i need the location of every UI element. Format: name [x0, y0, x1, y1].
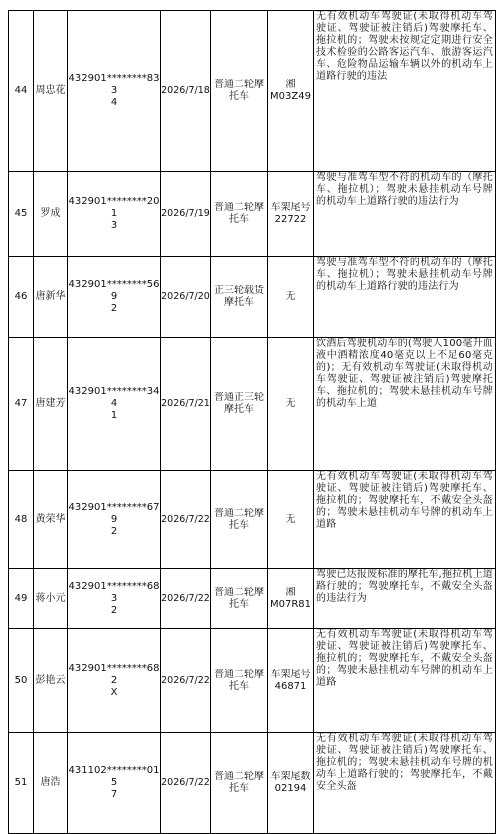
offense-description: 无有效机动车驾驶证(未取得机动车驾驶证、驾驶证被注销后)驾驶摩托车、拖拉机的；驾驶未按规定定期进行安全技术检验的公路客运汽车、旅游客运汽车、危险物品运输车辆以外的机动车上道路行驶的违法	[314, 11, 496, 172]
violation-date: 2026/7/21	[161, 338, 211, 471]
person-name: 唐浩	[34, 733, 68, 834]
plate-number: 车架尾号46871	[268, 629, 314, 733]
id-number: 432901********569 2	[68, 257, 161, 338]
violation-date: 2026/7/22	[161, 471, 211, 569]
table-row	[9, 11, 496, 172]
offense-description: 无有效机动车驾驶证(未取得机动车驾驶证、驾驶证被注销后)驾驶摩托车、拖拉机的；驾驶摩托车，不戴安全头盔的；驾驶未悬挂机动车号牌的机动车上道路	[314, 629, 496, 733]
person-name: 蒋小元	[34, 569, 68, 629]
plate-number: 车架尾数02194	[268, 733, 314, 834]
row-number: 50	[9, 629, 34, 733]
id-number: 432901********201 3	[68, 172, 161, 257]
table-row	[9, 471, 496, 569]
vehicle-type: 普通二轮摩托车	[211, 471, 268, 569]
table-row	[9, 733, 496, 834]
id-number: 432901********344 1	[68, 338, 161, 471]
vehicle-type: 普通二轮摩托车	[211, 172, 268, 257]
offense-description: 饮酒后驾驶机动车的(驾驶人100毫升血液中酒精浓度40毫克以上不足60毫克的)；无有效机动车驾驶证(未取得机动车驾驶证、驾驶证被注销后)驾驶摩托车、拖拉机的；驾驶未悬挂机动车号牌的机动车上道	[314, 338, 496, 471]
offense-description: 驾驶与准驾车型不符的机动车的（摩托车、拖拉机）；驾驶未悬挂机动车号牌的机动车上道路行驶的违法行为	[314, 257, 496, 338]
violation-date: 2026/7/19	[161, 172, 211, 257]
row-number: 47	[9, 338, 34, 471]
person-name: 唐建芳	[34, 338, 68, 471]
violation-date: 2026/7/22	[161, 629, 211, 733]
table-row	[9, 257, 496, 338]
violation-date: 2026/7/22	[161, 569, 211, 629]
person-name: 罗成	[34, 172, 68, 257]
table-row	[9, 569, 496, 629]
row-number: 48	[9, 471, 34, 569]
offense-description: 驾驶与准驾车型不符的机动车的（摩托车、拖拉机）；驾驶未悬挂机动车号牌的机动车上道路行驶的违法行为	[314, 172, 496, 257]
plate-number: 无	[268, 257, 314, 338]
id-number: 432901********682 X	[68, 629, 161, 733]
vehicle-type: 正三轮载货摩托车	[211, 257, 268, 338]
id-number: 432901********679 2	[68, 471, 161, 569]
plate-number: 湘M03Z49	[268, 11, 314, 172]
row-number: 51	[9, 733, 34, 834]
violation-date: 2026/7/22	[161, 733, 211, 834]
id-number: 432901********833 4	[68, 11, 161, 172]
violation-date: 2026/7/20	[161, 257, 211, 338]
person-name: 彭艳云	[34, 629, 68, 733]
person-name: 黄荣华	[34, 471, 68, 569]
table-row	[9, 338, 496, 471]
plate-number: 无	[268, 338, 314, 471]
person-name: 唐新华	[34, 257, 68, 338]
violation-date: 2026/7/18	[161, 11, 211, 172]
row-number: 46	[9, 257, 34, 338]
plate-number: 车架尾号22722	[268, 172, 314, 257]
id-number: 431102********015 7	[68, 733, 161, 834]
vehicle-type: 普通二轮摩托车	[211, 11, 268, 172]
table-row	[9, 172, 496, 257]
violations-table	[8, 10, 496, 834]
person-name: 周忠花	[34, 11, 68, 172]
offense-description: 无有效机动车驾驶证(未取得机动车驾驶证、驾驶证被注销后)驾驶摩托车、拖拉机的；驾驶摩托车，不戴安全头盔的；驾驶未悬挂机动车号牌的机动车上道路	[314, 471, 496, 569]
row-number: 44	[9, 11, 34, 172]
plate-number: 无	[268, 471, 314, 569]
offense-description: 无有效机动车驾驶证(未取得机动车驾驶证、驾驶证被注销后)驾驶摩托车、拖拉机的；驾驶未悬挂机动车号牌的机动车上道路行驶的；驾驶摩托车，不戴安全头盔	[314, 733, 496, 834]
offense-description: 驾驶已达报废标准的摩托车,拖拉机上道路行驶的；驾驶摩托车，不戴安全头盔的违法行为	[314, 569, 496, 629]
row-number: 45	[9, 172, 34, 257]
row-number: 49	[9, 569, 34, 629]
vehicle-type: 普通二轮摩托车	[211, 733, 268, 834]
vehicle-type: 普通二轮摩托车	[211, 629, 268, 733]
table-row	[9, 629, 496, 733]
vehicle-type: 普通正三轮摩托车	[211, 338, 268, 471]
vehicle-type: 普通二轮摩托车	[211, 569, 268, 629]
id-number: 432901********683 2	[68, 569, 161, 629]
plate-number: 湘M07R81	[268, 569, 314, 629]
